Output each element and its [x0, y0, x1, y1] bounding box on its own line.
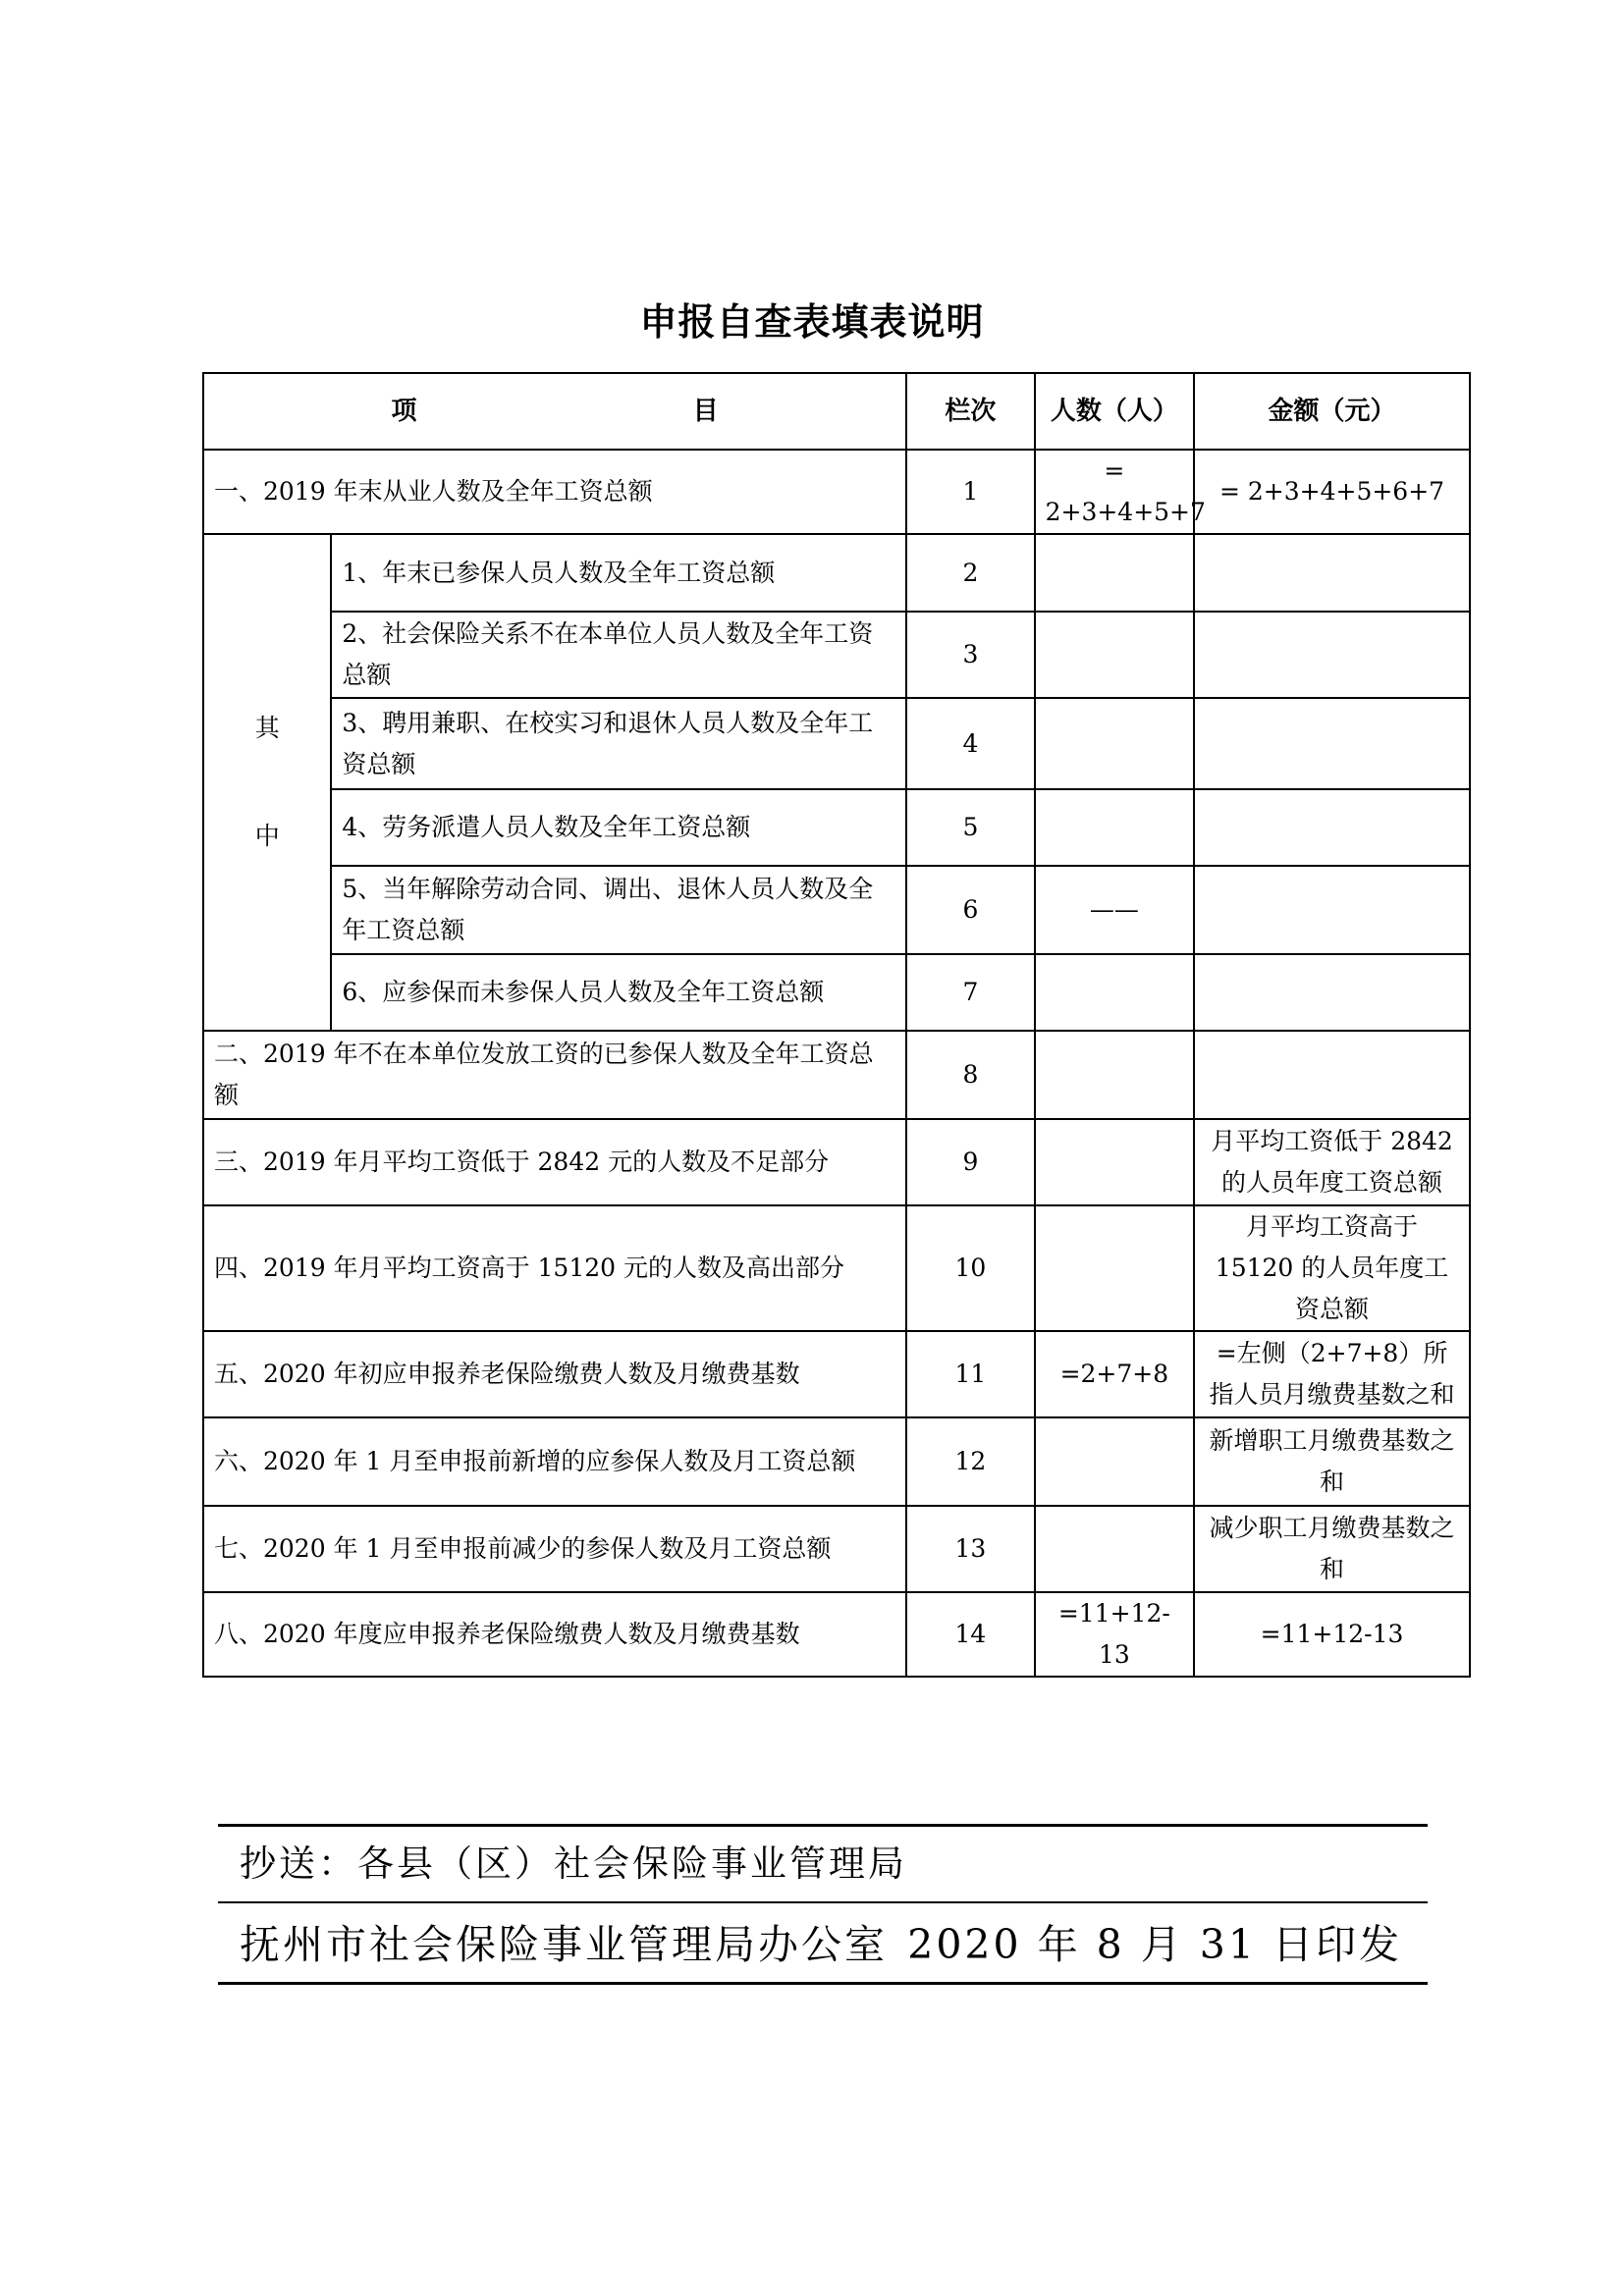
- row-amount: [1194, 698, 1470, 789]
- merged-label-char: 中: [254, 822, 280, 850]
- row-amount: 新增职工月缴费基数之和: [1194, 1417, 1470, 1506]
- row-item: 四、2019 年月平均工资高于 15120 元的人数及高出部分: [203, 1205, 906, 1331]
- header-row: [203, 373, 1470, 450]
- row-num: 13: [906, 1506, 1034, 1592]
- row-num: 2: [906, 534, 1034, 612]
- row-item: 5、当年解除劳动合同、调出、退休人员人数及全年工资总额: [331, 866, 906, 954]
- row-item: 2、社会保险关系不在本单位人员人数及全年工资总额: [331, 612, 906, 698]
- table-row-total: [203, 1592, 1470, 1677]
- header-amount: 金额（元）: [1194, 373, 1470, 450]
- row-amount: [1194, 789, 1470, 866]
- table-row: [203, 1417, 1470, 1506]
- table-row: [203, 698, 1470, 789]
- row-item: 4、劳务派遣人员人数及全年工资总额: [331, 789, 906, 866]
- row-amount: 月平均工资低于 2842 的人员年度工资总额: [1194, 1119, 1470, 1205]
- row-amount: [1194, 612, 1470, 698]
- table-row: [203, 612, 1470, 698]
- row-num: 3: [906, 612, 1034, 698]
- row-people: [1035, 1417, 1195, 1506]
- row-item: 三、2019 年月平均工资低于 2842 元的人数及不足部分: [203, 1119, 906, 1205]
- row-num: 12: [906, 1417, 1034, 1506]
- row-amount: [1194, 866, 1470, 954]
- row-num: 11: [906, 1331, 1034, 1417]
- row-amount: 减少职工月缴费基数之和: [1194, 1506, 1470, 1592]
- row-people: [1035, 1031, 1195, 1119]
- row-people: ——: [1035, 866, 1195, 954]
- row-people: [1035, 612, 1195, 698]
- row-amount: =11+12-13: [1194, 1592, 1470, 1677]
- row-amount: = 2+3+4+5+6+7: [1194, 450, 1470, 534]
- row-people: =2+7+8: [1035, 1331, 1195, 1417]
- row-item: 八、2020 年度应申报养老保险缴费人数及月缴费基数: [203, 1592, 906, 1677]
- table-row: [203, 450, 1470, 534]
- row-num: 7: [906, 954, 1034, 1031]
- row-item: 二、2019 年不在本单位发放工资的已参保人数及全年工资总额: [203, 1031, 906, 1119]
- row-item: 七、2020 年 1 月至申报前减少的参保人数及月工资总额: [203, 1506, 906, 1592]
- row-num: 6: [906, 866, 1034, 954]
- row-num: 8: [906, 1031, 1034, 1119]
- row-num: 5: [906, 789, 1034, 866]
- table-row: [203, 1331, 1470, 1417]
- header-item-left: 项: [391, 397, 417, 426]
- row-people: [1035, 698, 1195, 789]
- row-people: [1035, 789, 1195, 866]
- header-people: 人数（人）: [1035, 373, 1195, 450]
- row-people: [1035, 534, 1195, 612]
- row-item: 五、2020 年初应申报养老保险缴费人数及月缴费基数: [203, 1331, 906, 1417]
- header-item-right: 目: [692, 397, 719, 426]
- row-amount: [1194, 1031, 1470, 1119]
- table-row: [203, 789, 1470, 866]
- bottom-rule: [218, 1982, 1428, 1985]
- merged-label-qizhong: [203, 534, 331, 1031]
- table-row: [203, 1506, 1470, 1592]
- cc-line: 抄送：各县（区）社会保险事业管理局: [240, 1842, 907, 1885]
- row-num: 9: [906, 1119, 1034, 1205]
- table-row: [203, 954, 1470, 1031]
- row-people: = 2+3+4+5+7: [1035, 450, 1195, 534]
- row-item: 一、2019 年末从业人数及全年工资总额: [203, 450, 906, 534]
- row-people: [1035, 954, 1195, 1031]
- table-row: [203, 534, 1470, 612]
- row-item: 6、应参保而未参保人员人数及全年工资总额: [331, 954, 906, 1031]
- row-people: =11+12-13: [1035, 1592, 1195, 1677]
- row-people: [1035, 1205, 1195, 1331]
- table-row: [203, 1119, 1470, 1205]
- header-col-num: 栏次: [906, 373, 1034, 450]
- row-amount: [1194, 954, 1470, 1031]
- row-amount: [1194, 534, 1470, 612]
- issue-date: 2020 年 8 月 31 日印发: [907, 1921, 1402, 1968]
- row-num: 10: [906, 1205, 1034, 1331]
- row-people: [1035, 1119, 1195, 1205]
- self-check-table: [202, 372, 1471, 1678]
- row-amount: =左侧（2+7+8）所指人员月缴费基数之和: [1194, 1331, 1470, 1417]
- row-item: 3、聘用兼职、在校实习和退休人员人数及全年工资总额: [331, 698, 906, 789]
- row-num: 14: [906, 1592, 1034, 1677]
- merged-label-char: 其: [254, 714, 280, 742]
- row-amount: 月平均工资高于 15120 的人员年度工资总额: [1194, 1205, 1470, 1331]
- table-row: [203, 866, 1470, 954]
- row-item: 1、年末已参保人员人数及全年工资总额: [331, 534, 906, 612]
- table-row: [203, 1031, 1470, 1119]
- issuer: 抚州市社会保险事业管理局办公室: [240, 1921, 888, 1968]
- issue-line: [218, 1903, 1428, 1982]
- header-item: [203, 373, 906, 450]
- issuance-block: [218, 1824, 1428, 1985]
- row-num: 4: [906, 698, 1034, 789]
- page-title: 申报自查表填表说明: [639, 300, 985, 344]
- row-num: 1: [906, 450, 1034, 534]
- row-people: [1035, 1506, 1195, 1592]
- table-row: [203, 1205, 1470, 1331]
- row-item: 六、2020 年 1 月至申报前新增的应参保人数及月工资总额: [203, 1417, 906, 1506]
